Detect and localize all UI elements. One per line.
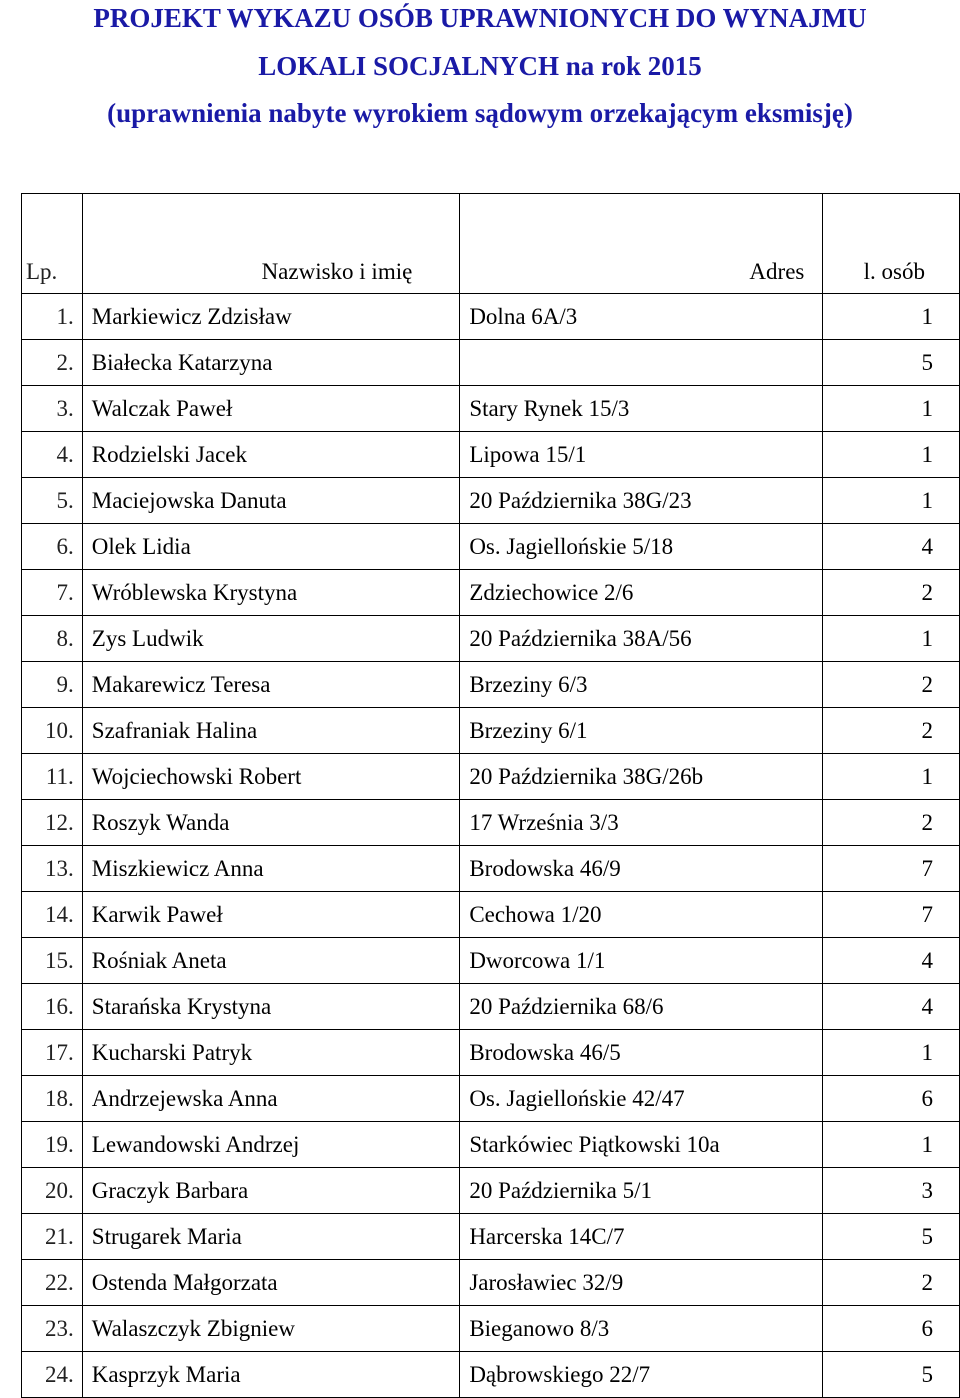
person-name-cell: Rodzielski Jacek	[82, 432, 460, 478]
persons-count-cell: 4	[823, 938, 960, 984]
address-cell: Jarosławiec 32/9	[460, 1260, 823, 1306]
address-cell: Lipowa 15/1	[460, 432, 823, 478]
persons-count-cell: 4	[823, 984, 960, 1030]
person-name-cell: Makarewicz Teresa	[82, 662, 460, 708]
address-cell: Brodowska 46/5	[460, 1030, 823, 1076]
row-number-cell: 13.	[22, 846, 83, 892]
address-cell: Cechowa 1/20	[460, 892, 823, 938]
header-address: Adres	[460, 194, 823, 294]
persons-count-cell: 7	[823, 892, 960, 938]
table-row	[22, 386, 960, 432]
row-number-cell: 10.	[22, 708, 83, 754]
document-title-line-2: LOKALI SOCJALNYCH na rok 2015	[258, 51, 702, 81]
table-header-row	[22, 194, 960, 294]
row-number-cell: 4.	[22, 432, 83, 478]
row-number-cell: 8.	[22, 616, 83, 662]
address-cell: 20 Października 38A/56	[460, 616, 823, 662]
row-number-cell: 24.	[22, 1352, 83, 1398]
persons-count-cell: 2	[823, 708, 960, 754]
persons-count-cell: 6	[823, 1306, 960, 1352]
table-row	[22, 984, 960, 1030]
person-name-cell: Kucharski Patryk	[82, 1030, 460, 1076]
persons-count-cell: 5	[823, 1352, 960, 1398]
persons-count-cell: 1	[823, 478, 960, 524]
row-number-cell: 11.	[22, 754, 83, 800]
address-cell: Brzeziny 6/3	[460, 662, 823, 708]
address-cell	[460, 340, 823, 386]
table-row	[22, 570, 960, 616]
persons-count-cell: 4	[823, 524, 960, 570]
address-cell: 20 Października 38G/26b	[460, 754, 823, 800]
table-row	[22, 432, 960, 478]
table-row	[22, 1214, 960, 1260]
document-subtitle: (uprawnienia nabyte wyrokiem sądowym orzekającym eksmisję)	[107, 98, 853, 128]
table-row	[22, 616, 960, 662]
person-name-cell: Miszkiewicz Anna	[82, 846, 460, 892]
table-row	[22, 1076, 960, 1122]
row-number-cell: 22.	[22, 1260, 83, 1306]
table-row	[22, 524, 960, 570]
row-number-cell: 20.	[22, 1168, 83, 1214]
address-cell: Harcerska 14C/7	[460, 1214, 823, 1260]
address-cell: 20 Października 68/6	[460, 984, 823, 1030]
persons-count-cell: 1	[823, 1122, 960, 1168]
persons-count-cell: 2	[823, 800, 960, 846]
row-number-cell: 9.	[22, 662, 83, 708]
person-name-cell: Ostenda Małgorzata	[82, 1260, 460, 1306]
person-name-cell: Białecka Katarzyna	[82, 340, 460, 386]
address-cell: Starkówiec Piątkowski 10a	[460, 1122, 823, 1168]
person-name-cell: Strugarek Maria	[82, 1214, 460, 1260]
person-name-cell: Kasprzyk Maria	[82, 1352, 460, 1398]
header-persons: l. osób	[823, 194, 960, 294]
address-cell: 20 Października 5/1	[460, 1168, 823, 1214]
address-cell: Zdziechowice 2/6	[460, 570, 823, 616]
address-cell: 20 Października 38G/23	[460, 478, 823, 524]
row-number-cell: 5.	[22, 478, 83, 524]
person-name-cell: Walczak Paweł	[82, 386, 460, 432]
header-name: Nazwisko i imię	[82, 194, 460, 294]
row-number-cell: 15.	[22, 938, 83, 984]
address-cell: Os. Jagiellońskie 42/47	[460, 1076, 823, 1122]
address-cell: Bieganowo 8/3	[460, 1306, 823, 1352]
address-cell: Stary Rynek 15/3	[460, 386, 823, 432]
table-row	[22, 1122, 960, 1168]
person-name-cell: Wróblewska Krystyna	[82, 570, 460, 616]
address-cell: Dworcowa 1/1	[460, 938, 823, 984]
person-name-cell: Lewandowski Andrzej	[82, 1122, 460, 1168]
row-number-cell: 3.	[22, 386, 83, 432]
row-number-cell: 19.	[22, 1122, 83, 1168]
tenants-table	[21, 193, 960, 1398]
table-row	[22, 1030, 960, 1076]
header-lp: Lp.	[22, 194, 83, 294]
address-cell: 17 Września 3/3	[460, 800, 823, 846]
person-name-cell: Roszyk Wanda	[82, 800, 460, 846]
address-cell: Dąbrowskiego 22/7	[460, 1352, 823, 1398]
persons-count-cell: 2	[823, 570, 960, 616]
person-name-cell: Karwik Paweł	[82, 892, 460, 938]
persons-count-cell: 5	[823, 340, 960, 386]
address-cell: Brzeziny 6/1	[460, 708, 823, 754]
table-row	[22, 478, 960, 524]
person-name-cell: Starańska Krystyna	[82, 984, 460, 1030]
person-name-cell: Rośniak Aneta	[82, 938, 460, 984]
person-name-cell: Wojciechowski Robert	[82, 754, 460, 800]
persons-count-cell: 1	[823, 294, 960, 340]
persons-count-cell: 6	[823, 1076, 960, 1122]
address-cell: Brodowska 46/9	[460, 846, 823, 892]
row-number-cell: 2.	[22, 340, 83, 386]
persons-count-cell: 2	[823, 662, 960, 708]
persons-count-cell: 1	[823, 616, 960, 662]
person-name-cell: Szafraniak Halina	[82, 708, 460, 754]
persons-count-cell: 5	[823, 1214, 960, 1260]
persons-count-cell: 3	[823, 1168, 960, 1214]
table-row	[22, 1260, 960, 1306]
person-name-cell: Graczyk Barbara	[82, 1168, 460, 1214]
row-number-cell: 16.	[22, 984, 83, 1030]
table-row	[22, 1306, 960, 1352]
table-row	[22, 662, 960, 708]
persons-count-cell: 7	[823, 846, 960, 892]
address-cell: Dolna 6A/3	[460, 294, 823, 340]
persons-count-cell: 1	[823, 432, 960, 478]
table-row	[22, 1168, 960, 1214]
document-title-line-1: PROJEKT WYKAZU OSÓB UPRAWNIONYCH DO WYNAJMU	[93, 3, 867, 33]
row-number-cell: 23.	[22, 1306, 83, 1352]
persons-count-cell: 1	[823, 754, 960, 800]
table-row	[22, 800, 960, 846]
row-number-cell: 14.	[22, 892, 83, 938]
row-number-cell: 21.	[22, 1214, 83, 1260]
table-row	[22, 754, 960, 800]
person-name-cell: Zys Ludwik	[82, 616, 460, 662]
row-number-cell: 1.	[22, 294, 83, 340]
row-number-cell: 12.	[22, 800, 83, 846]
address-cell: Os. Jagiellońskie 5/18	[460, 524, 823, 570]
person-name-cell: Andrzejewska Anna	[82, 1076, 460, 1122]
persons-count-cell: 2	[823, 1260, 960, 1306]
table-row	[22, 938, 960, 984]
persons-count-cell: 1	[823, 386, 960, 432]
row-number-cell: 7.	[22, 570, 83, 616]
table-row	[22, 1352, 960, 1398]
table-row	[22, 846, 960, 892]
person-name-cell: Markiewicz Zdzisław	[82, 294, 460, 340]
person-name-cell: Walaszczyk Zbigniew	[82, 1306, 460, 1352]
row-number-cell: 18.	[22, 1076, 83, 1122]
person-name-cell: Maciejowska Danuta	[82, 478, 460, 524]
table-row	[22, 294, 960, 340]
row-number-cell: 6.	[22, 524, 83, 570]
person-name-cell: Olek Lidia	[82, 524, 460, 570]
persons-count-cell: 1	[823, 1030, 960, 1076]
row-number-cell: 17.	[22, 1030, 83, 1076]
table-row	[22, 708, 960, 754]
table-row	[22, 340, 960, 386]
table-row	[22, 892, 960, 938]
